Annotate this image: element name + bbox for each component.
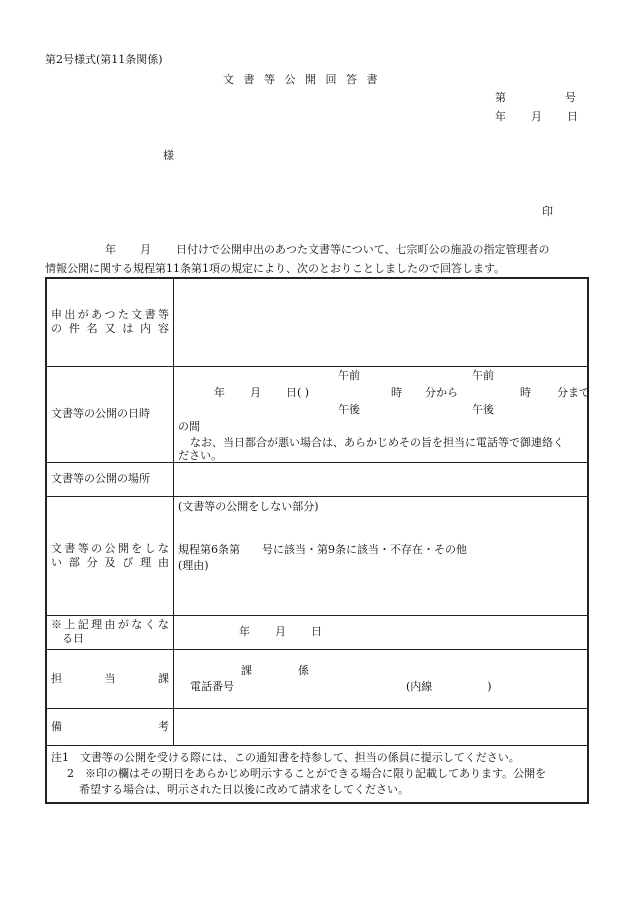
dept-ka: 課 — [241, 663, 252, 677]
row-place — [46, 462, 588, 496]
datetime-label-cell — [46, 366, 174, 462]
dept-label-cell — [46, 649, 174, 708]
dept-tel: 電話番号 — [190, 679, 234, 693]
expiry-month: 月 — [275, 624, 286, 638]
subject-label — [46, 278, 174, 366]
dt-year: 年 — [214, 385, 225, 399]
dept-label: 担 当 課 — [51, 671, 169, 685]
reply-table — [45, 277, 589, 804]
place-label: 文書等の公開の場所 — [51, 472, 150, 485]
datetime-value[interactable] — [174, 366, 589, 462]
remarks-value[interactable] — [174, 708, 589, 745]
row-subject — [46, 278, 588, 366]
dt-no-aida: の間 — [178, 419, 200, 433]
expiry-label-line-1: ※上記理由がなくな — [51, 618, 169, 631]
nondisclosure-label-line-1: 文書等の公開をしな — [51, 541, 169, 555]
note-2-line-2: 希望する場合は、明示された日以後に改めて請求をしてください。 — [79, 782, 409, 796]
intro-month: 月 — [140, 243, 151, 256]
intro-year: 年 — [105, 243, 116, 256]
row-expiry — [46, 615, 588, 649]
row-nondisclosure — [46, 496, 588, 615]
subject-label-line-2: の 件 名 又 は 内 容 — [51, 322, 169, 336]
row-dept — [46, 649, 588, 708]
am-1: 午前 — [338, 368, 360, 382]
dept-ext: (内線 ) — [406, 679, 492, 693]
expiry-day: 日 — [311, 624, 322, 638]
expiry-year: 年 — [239, 624, 250, 638]
dt-hour-until: 時 — [520, 385, 531, 399]
expiry-label — [46, 615, 174, 649]
note-2-line-1: 2 ※印の欄はその期日をあらかじめ明示することができる場合に限り記載してあります。公開を — [67, 766, 547, 780]
dt-note-1: なお、当日都合が悪い場合は、あらかじめその旨を担当に電話等で御連絡く — [190, 435, 564, 449]
dt-min-until: 分まで — [557, 385, 590, 399]
remarks-label-cell — [46, 708, 174, 745]
date-day: 日 — [567, 110, 578, 123]
pm-2: 午後 — [472, 402, 494, 416]
dept-value[interactable] — [174, 649, 589, 708]
nondisclosure-label-line-2: い 部 分 及 び 理 由 — [51, 555, 169, 569]
dt-month: 月 — [250, 385, 261, 399]
subject-value[interactable] — [174, 278, 589, 366]
row-notes — [46, 745, 588, 803]
nondisclosure-reason: (理由) — [178, 558, 209, 572]
subject-label-line-1: 申出があつた文書等 — [51, 308, 169, 322]
addressee-suffix: 様 — [163, 149, 174, 162]
dt-min-from: 分から — [425, 385, 458, 399]
dept-kakari: 係 — [298, 663, 309, 677]
nondisclosure-part: (文書等の公開をしない部分) — [178, 499, 319, 513]
notes-cell — [46, 745, 588, 803]
place-label-cell — [46, 462, 174, 496]
date-month: 月 — [531, 110, 542, 123]
remarks-label: 備 考 — [51, 719, 169, 733]
pm-1: 午後 — [338, 402, 360, 416]
datetime-label: 文書等の公開の日時 — [51, 407, 150, 420]
doc-no-suffix: 号 — [565, 91, 576, 104]
seal-mark: 印 — [542, 205, 553, 218]
dt-note-2: ださい。 — [178, 448, 222, 462]
dt-day-weekday: 日( ) — [286, 385, 310, 399]
row-datetime — [46, 366, 588, 462]
nondisclosure-value[interactable] — [174, 496, 589, 615]
intro-line-1: 日付けで公開申出のあつた文書等について、七宗町公の施設の指定管理者の — [176, 243, 550, 256]
row-remarks — [46, 708, 588, 745]
dt-hour-from: 時 — [391, 385, 402, 399]
form-number: 第2号様式(第11条関係) — [45, 53, 163, 66]
note-1: 注1 文書等の公開を受ける際には、この通知書を持参して、担当の係員に提示してください。 — [51, 750, 520, 764]
place-value[interactable] — [174, 462, 589, 496]
am-2: 午前 — [472, 368, 494, 382]
intro-line-2: 情報公開に関する規程第11条第1項の規定により、次のとおりことしましたので回答します。 — [45, 262, 506, 275]
expiry-value[interactable] — [174, 615, 589, 649]
document-title: 文 書 等 公 開 回 答 書 — [223, 73, 381, 86]
date-year: 年 — [495, 110, 506, 123]
expiry-label-line-2: る日 — [62, 632, 84, 645]
nondisclosure-label — [46, 496, 174, 615]
doc-no-prefix: 第 — [495, 91, 506, 104]
nondisclosure-rule: 規程第6条第 号に該当・第9条に該当・不存在・その他 — [178, 542, 467, 556]
